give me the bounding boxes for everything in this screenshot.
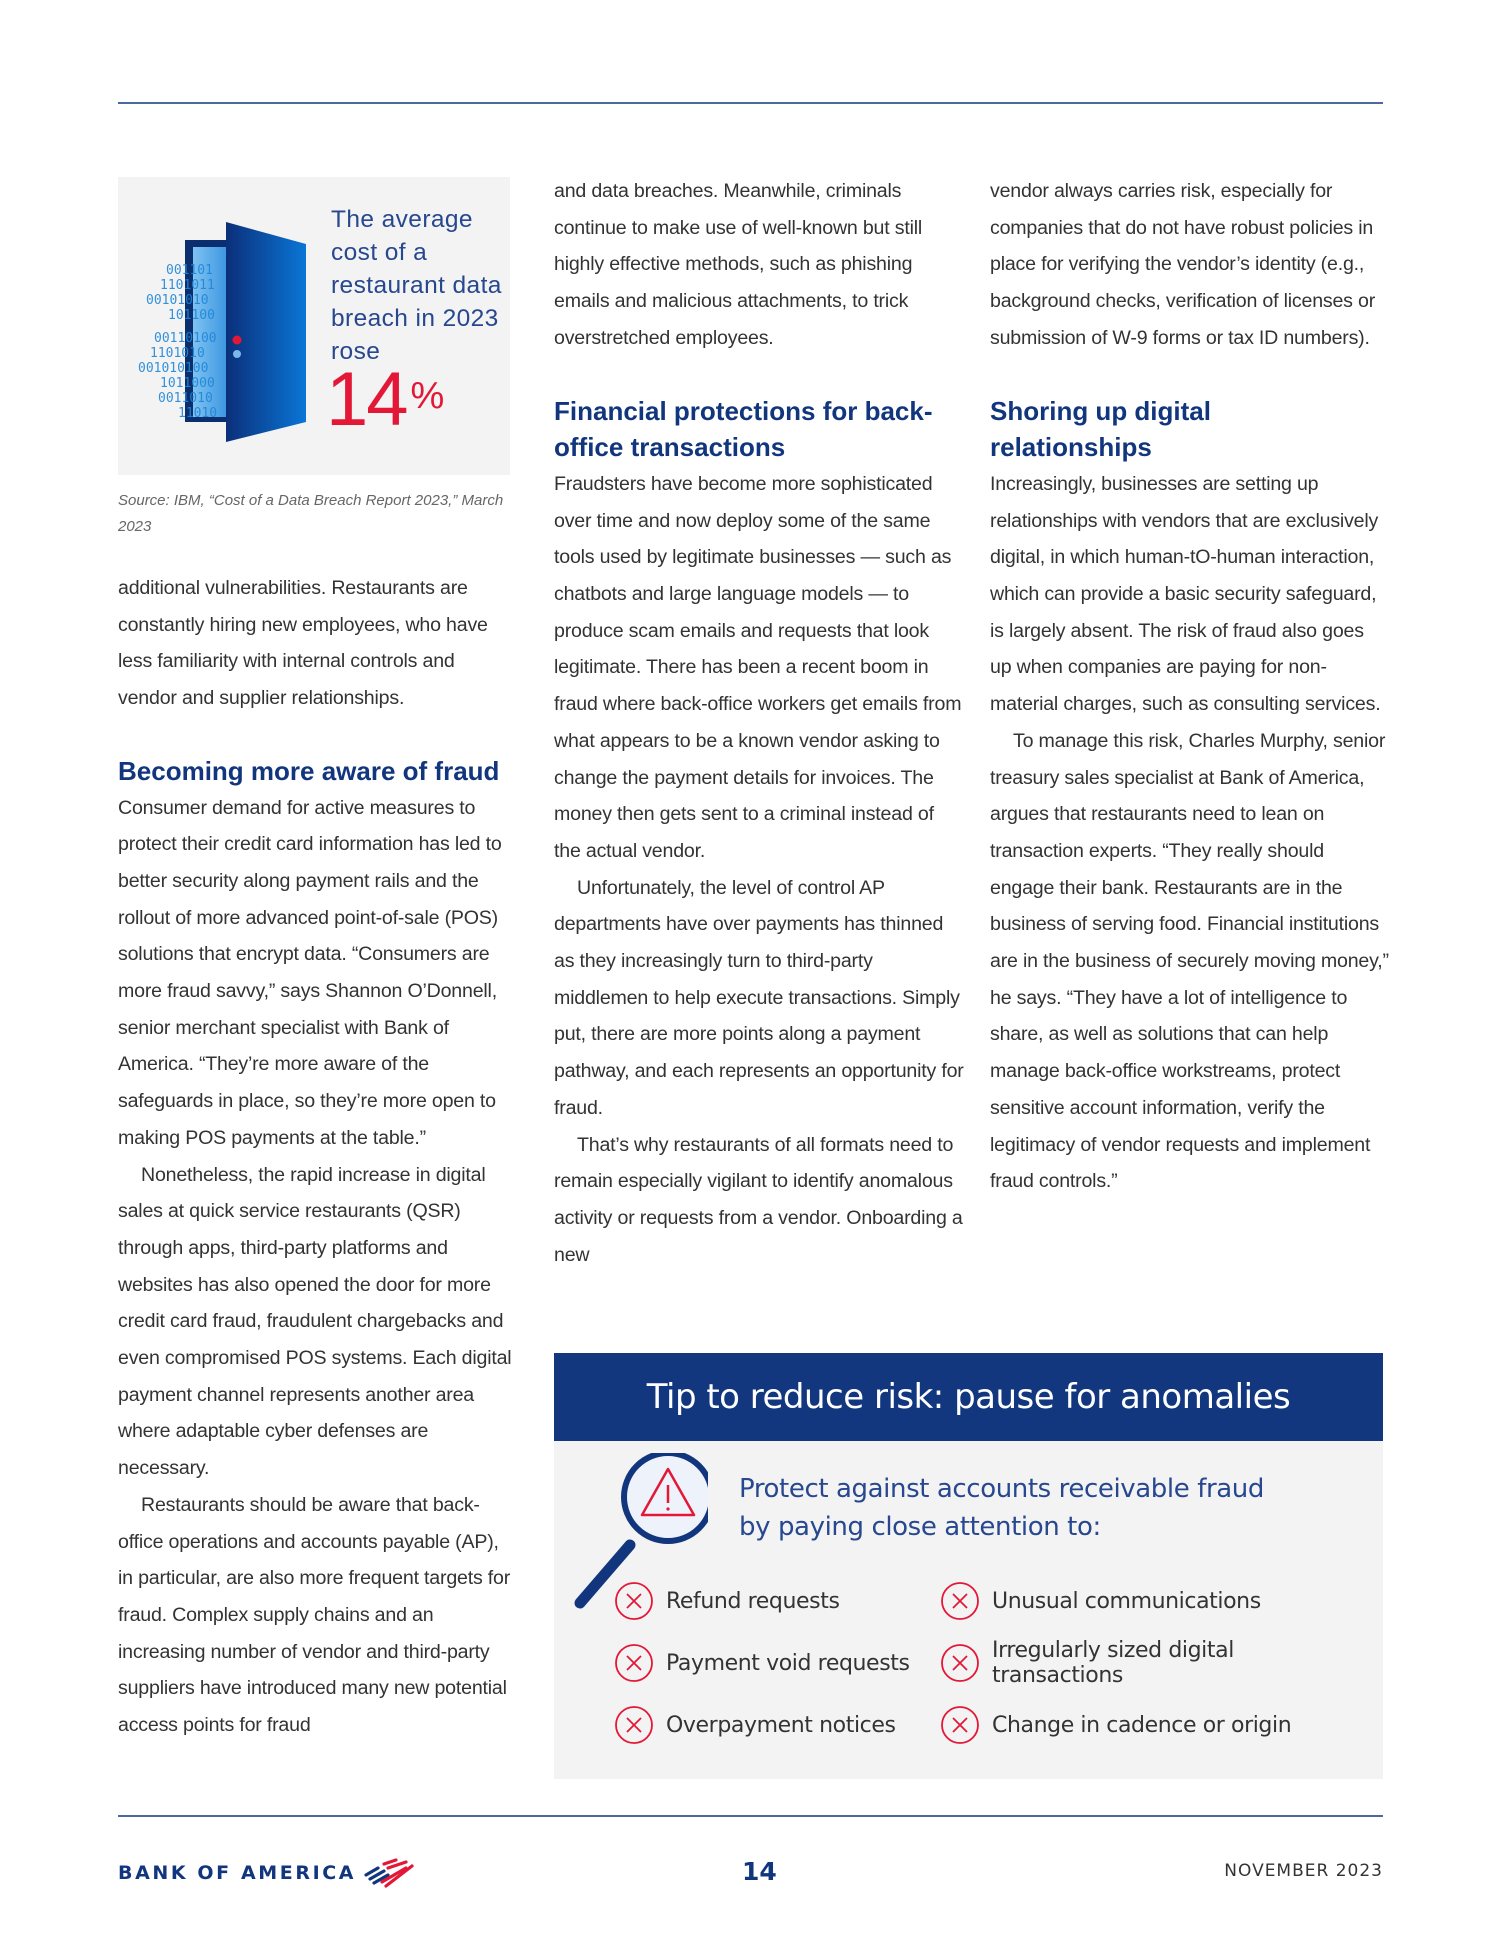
tip-panel <box>554 1353 1383 1779</box>
x-circle-icon <box>614 1705 654 1745</box>
tip-item <box>614 1705 940 1745</box>
stat-callout-box <box>118 177 510 475</box>
svg-text:101100: 101100 <box>168 308 215 323</box>
svg-text:11010: 11010 <box>178 406 218 421</box>
logo-wordmark: BANK OF AMERICA <box>118 1862 357 1884</box>
paragraph: Increasingly, businesses are setting up relationships with vendors that are exclusively digital, in which human-tO-human interaction, which can provide a basic security safeguard, is largely absent. The risk of fraud also goes up when companies are paying for non-material charges, such as consulting services. <box>990 472 1381 716</box>
svg-text:1101010: 1101010 <box>150 346 205 361</box>
paragraph: vendor always carries risk, especially for companies that do not have robust policies in place for verifying the vendor’s identity (e.g., background checks, verification of licenses or submission of W-9 forms or tax ID numbers). <box>990 180 1376 349</box>
page-number: 14 <box>742 1857 777 1886</box>
tip-item-label: Irregularly sized digital transactions <box>992 1638 1234 1688</box>
section-heading-digital-relationships: Shoring up digital relationships <box>990 395 1211 463</box>
svg-text:1011000: 1011000 <box>160 376 215 391</box>
tip-item-label: Unusual communications <box>992 1588 1261 1614</box>
tip-item-label: Overpayment notices <box>666 1712 896 1738</box>
tip-list <box>614 1581 1374 1745</box>
x-circle-icon <box>940 1705 980 1745</box>
tip-item-label: Change in cadence or origin <box>992 1712 1292 1738</box>
paragraph: Fraudsters have become more sophisticated over time and now deploy some of the same tools used by legitimate businesses — such as chatbots and large language models — to produce scam emails and requests that look legitimate. There has been a recent boom in fraud where back-office workers get emails from what appears to be a known vendor asking to change the payment details for invoices. The money then gets sent to a criminal instead of the actual vendor. <box>554 472 962 862</box>
tip-item <box>940 1581 1370 1621</box>
paragraph: That’s why restaurants of all formats need to remain especially vigilant to identify anomalous activity or requests from a vendor. Onboarding a new <box>554 1133 963 1266</box>
x-circle-icon <box>614 1581 654 1621</box>
publication-date: NOVEMBER 2023 <box>1224 1861 1383 1881</box>
section-heading-aware-of-fraud: Becoming more aware of fraud <box>118 755 500 786</box>
paragraph: and data breaches. Meanwhile, criminals continue to make use of well-known but still highly effective methods, such as phishing emails and malicious attachments, to trick overstretched employees. <box>554 180 923 349</box>
column-2 <box>554 173 964 1273</box>
x-circle-icon <box>614 1643 654 1683</box>
tip-item <box>940 1705 1370 1745</box>
stat-source-caption: Source: IBM, “Cost of a Data Breach Report 2023,” March 2023 <box>118 492 504 535</box>
flagscape-icon <box>362 1858 416 1888</box>
column-1 <box>118 570 518 1744</box>
stat-unit: % <box>410 375 443 417</box>
tip-title: Tip to reduce risk: pause for anomalies <box>554 1353 1383 1441</box>
section-heading-financial-protections: Financial protections for back-office transactions <box>554 395 933 463</box>
svg-text:001101: 001101 <box>166 263 213 278</box>
paragraph: additional vulnerabilities. Restaurants are constantly hiring new employees, who have less familiarity with internal controls and vendor and supplier relationships. <box>118 577 488 710</box>
x-circle-icon <box>940 1581 980 1621</box>
bank-of-america-logo <box>118 1856 416 1890</box>
svg-text:00101010: 00101010 <box>146 293 209 308</box>
tip-item-label: Payment void requests <box>666 1650 910 1676</box>
stat-number: 14 <box>326 357 407 442</box>
svg-text:001010100: 001010100 <box>138 361 209 376</box>
tip-item <box>940 1638 1370 1688</box>
tip-intro: Protect against accounts receivable fraud by paying close attention to: <box>739 1474 1264 1542</box>
svg-text:0011010: 0011010 <box>158 391 213 406</box>
paragraph: Restaurants should be aware that back-office operations and accounts payable (AP), in particular, are also more frequent targets for fraud. Complex supply chains and an increasing number of vendor and third-party suppliers have introduced many new potential access points for fraud <box>118 1493 511 1737</box>
svg-text:1101011: 1101011 <box>160 278 215 293</box>
x-circle-icon <box>940 1643 980 1683</box>
paragraph: Unfortunately, the level of control AP departments have over payments has thinned as they increasingly turn to third-party middlemen to help execute transactions. Simply put, there are more points along a payment pathway, and each represents an opportunity for fraud. <box>554 876 964 1119</box>
bottom-rule <box>118 1815 1383 1817</box>
stat-description: The average cost of a restaurant data breach in 2023 rose <box>331 206 502 365</box>
tip-item <box>614 1643 940 1683</box>
tip-item <box>614 1581 940 1621</box>
paragraph: To manage this risk, Charles Murphy, senior treasury sales specialist at Bank of America, argues that restaurants need to lean on transaction experts. “They really should engage their bank. Restaurants are in the business of serving food. Financial institutions are in the business of securely moving money,” he says. “They have a lot of intelligence to share, as well as solutions that can help manage back-office workstreams, protect sensitive account information, verify the legitimacy of vendor requests and implement fraud controls.” <box>990 729 1389 1193</box>
paragraph: Nonetheless, the rapid increase in digital sales at quick service restaurants (QSR) through apps, third-party platforms and websites has also opened the door for more credit card fraud, fraudulent chargebacks and even compromised POS systems. Each digital payment channel represents another area where adaptable cyber defenses are necessary. <box>118 1163 512 1480</box>
column-3 <box>990 173 1390 1200</box>
stat-value <box>326 357 443 442</box>
top-rule <box>118 102 1383 104</box>
tip-item-label: Refund requests <box>666 1588 840 1614</box>
svg-text:00110100: 00110100 <box>154 331 217 346</box>
paragraph: Consumer demand for active measures to protect their credit card information has led to better security along payment rails and the rollout of more advanced point-of-sale (POS) solutions that encrypt data. “Consumers are more fraud savvy,” says Shannon O’Donnell, senior merchant specialist with Bank of America. “They’re more aware of the safeguards in place, so they’re more open to making POS payments at the table.” <box>118 796 502 1149</box>
open-door-binary-icon <box>138 222 328 442</box>
